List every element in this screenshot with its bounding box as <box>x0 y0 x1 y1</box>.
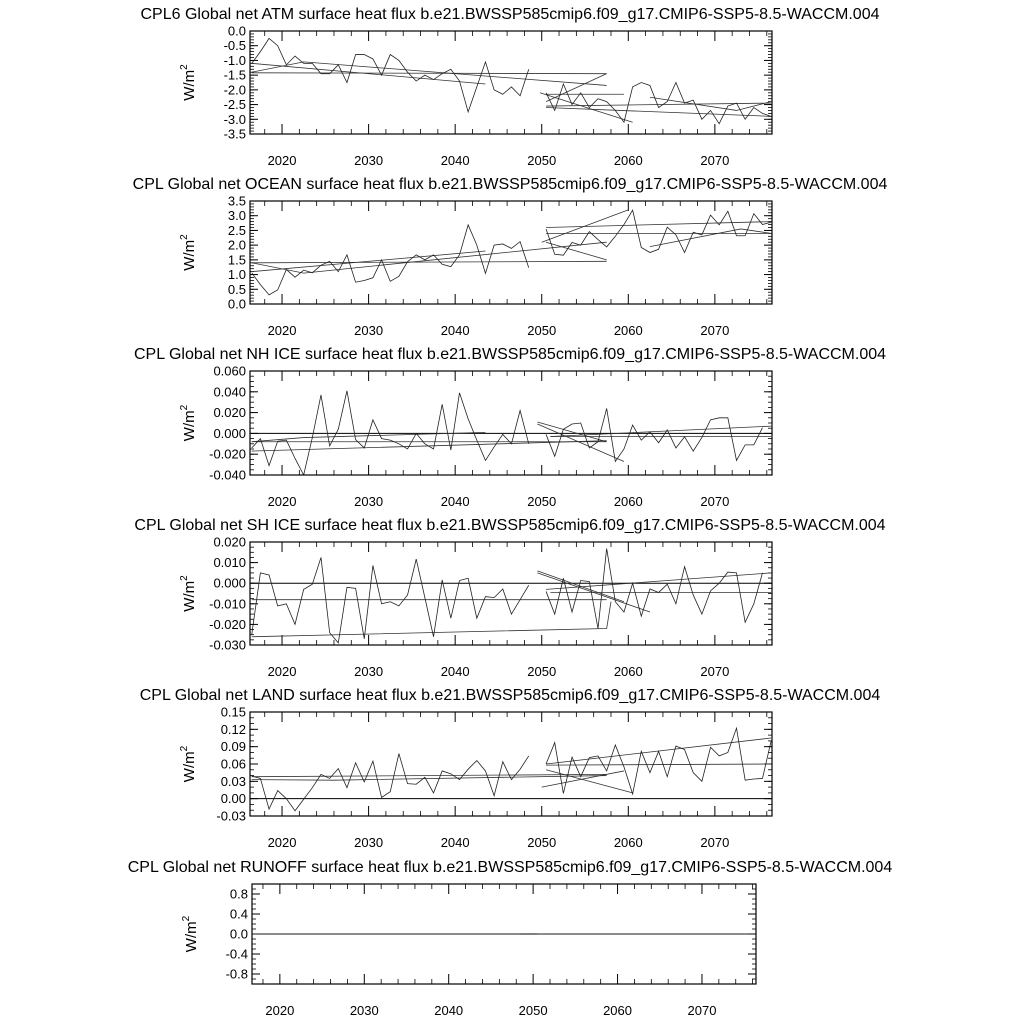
y-axis-label-text: W/m <box>181 69 198 101</box>
panel-5 <box>140 687 881 850</box>
panel-4 <box>134 517 885 679</box>
panel-2 <box>133 176 888 338</box>
plot-area <box>252 38 771 123</box>
y-tick-label: 0.09 <box>220 739 246 755</box>
y-tick-label: -2.5 <box>223 97 246 113</box>
x-tick-label: 2070 <box>700 494 730 509</box>
plot-frame <box>250 31 772 134</box>
trend-line <box>546 764 771 765</box>
y-tick-label: 0.020 <box>213 405 246 421</box>
y-tick-label: 3.5 <box>227 193 246 209</box>
y-axis-label <box>179 575 198 612</box>
y-tick-label: 2.0 <box>227 237 246 253</box>
y-tick-label: 0.06 <box>220 756 246 772</box>
y-tick-label: 0.03 <box>220 773 246 789</box>
y-tick-label: 0.0 <box>227 296 246 312</box>
y-axis-label <box>179 745 198 782</box>
x-tick-label: 2070 <box>700 664 730 679</box>
panel-title: CPL Global net OCEAN surface heat flux b.e21.BWSSP585cmip6.f09_g17.CMIP6-SSP5-8.5-WACCM.004 <box>132 176 888 193</box>
y-axis-label <box>179 404 198 441</box>
x-tick-label: 2030 <box>349 1003 379 1018</box>
series-line <box>546 83 771 124</box>
panel-3 <box>134 346 886 509</box>
y-tick-label: 1.0 <box>227 267 246 283</box>
plot-area <box>250 549 772 643</box>
trend-line <box>542 771 624 787</box>
y-axis-label-text: W/m <box>181 410 198 442</box>
y-axis-label-text: W/m <box>181 239 198 271</box>
trend-line <box>546 242 607 260</box>
trend-line <box>546 573 771 589</box>
trend-line <box>252 441 607 451</box>
panel-title: CPL Global net NH ICE surface heat flux b.e21.BWSSP585cmip6.f09_g17.CMIP6-SSP5-8.5-WACCM.004 <box>133 346 887 363</box>
series-line <box>252 38 529 112</box>
trend-line <box>546 222 771 228</box>
y-axis-label-superscript: 2 <box>179 745 190 752</box>
y-tick-label: 0.000 <box>213 575 246 591</box>
y-axis-label-superscript: 2 <box>179 575 190 581</box>
x-tick-label: 2060 <box>613 323 643 338</box>
y-tick-label: -0.03 <box>216 808 246 824</box>
series-line <box>252 225 529 295</box>
x-tick-label: 2070 <box>700 323 730 338</box>
y-tick-label: 0.000 <box>213 425 246 441</box>
panel-title: CPL Global net RUNOFF surface heat flux b.e21.BWSSP585cmip6.f09_g17.CMIP6-SSP5-8.5-WACCM.004 <box>127 859 893 876</box>
y-tick-label: 0.020 <box>213 534 246 550</box>
x-tick-label: 2020 <box>267 835 297 850</box>
x-tick-label: 2040 <box>440 494 470 509</box>
x-tick-label: 2050 <box>527 494 557 509</box>
y-axis-label-text: W/m <box>181 580 198 612</box>
x-tick-label: 2040 <box>440 664 470 679</box>
x-tick-label: 2050 <box>527 153 557 168</box>
series-line <box>546 210 771 255</box>
y-axis-label-superscript: 2 <box>179 234 190 240</box>
y-tick-label: -3.0 <box>223 111 246 127</box>
panel-title: CPL6 Global net ATM surface heat flux b.e21.BWSSP585cmip6.f09_g17.CMIP6-SSP5-8.5-WACCM.004 <box>140 6 880 23</box>
trend-line <box>252 73 607 74</box>
x-tick-label: 2050 <box>527 323 557 338</box>
plot-area <box>250 728 772 811</box>
plot-area <box>252 210 771 295</box>
x-tick-label: 2030 <box>354 323 384 338</box>
y-axis-label <box>179 64 198 101</box>
y-tick-label: 0.0 <box>227 23 246 39</box>
y-tick-label: -0.040 <box>209 467 246 483</box>
plot-frame <box>250 371 772 475</box>
y-tick-label: -0.8 <box>225 966 248 982</box>
y-tick-label: 0.060 <box>213 363 246 379</box>
y-tick-label: -0.4 <box>225 946 248 962</box>
y-tick-label: 2.5 <box>227 222 246 238</box>
series-line <box>546 728 771 794</box>
x-tick-label: 2020 <box>267 664 297 679</box>
y-axis-label-superscript: 2 <box>179 404 190 411</box>
panel-title: CPL Global net SH ICE surface heat flux b.e21.BWSSP585cmip6.f09_g17.CMIP6-SSP5-8.5-WACCM.004 <box>134 517 886 534</box>
trend-line <box>546 74 607 102</box>
y-axis-label <box>181 915 200 952</box>
x-tick-label: 2030 <box>354 664 384 679</box>
series-line <box>546 549 762 629</box>
trend-line <box>650 229 771 247</box>
x-tick-label: 2040 <box>440 323 470 338</box>
trend-line <box>252 251 486 272</box>
y-tick-label: 0.0 <box>229 926 248 942</box>
y-tick-label: -0.020 <box>209 616 246 632</box>
y-tick-label: 3.0 <box>227 208 246 224</box>
x-tick-label: 2060 <box>613 664 643 679</box>
x-tick-label: 2030 <box>354 494 384 509</box>
y-tick-label: -1.5 <box>223 67 246 83</box>
x-tick-label: 2030 <box>354 153 384 168</box>
series-line <box>252 754 529 811</box>
panel-1 <box>140 6 879 168</box>
x-tick-label: 2020 <box>267 323 297 338</box>
x-tick-label: 2020 <box>265 1003 295 1018</box>
panel-title: CPL Global net LAND surface heat flux b.e21.BWSSP585cmip6.f09_g17.CMIP6-SSP5-8.5-WACCM.004 <box>139 687 881 704</box>
y-tick-label: 0.00 <box>220 791 246 807</box>
y-tick-label: -1.0 <box>223 52 246 68</box>
y-tick-label: 0.12 <box>220 721 246 737</box>
x-tick-label: 2060 <box>613 494 643 509</box>
y-axis-label-text: W/m <box>183 921 200 953</box>
y-tick-label: -2.0 <box>223 82 246 98</box>
y-tick-label: -0.030 <box>209 637 246 653</box>
x-tick-label: 2060 <box>603 1003 633 1018</box>
y-tick-label: 0.010 <box>213 555 246 571</box>
panel-6 <box>128 859 893 1018</box>
x-tick-label: 2070 <box>700 153 730 168</box>
trend-line <box>252 261 607 262</box>
x-tick-label: 2050 <box>518 1003 548 1018</box>
series-line <box>252 557 529 642</box>
series-line <box>252 391 529 475</box>
x-tick-label: 2030 <box>354 835 384 850</box>
y-axis-label-text: W/m <box>181 751 198 783</box>
y-axis-label-superscript: 2 <box>181 915 192 922</box>
y-tick-label: 0.040 <box>213 384 246 400</box>
x-tick-label: 2060 <box>613 153 643 168</box>
y-tick-label: 0.5 <box>227 281 246 297</box>
y-tick-label: 1.5 <box>227 252 246 268</box>
y-tick-label: 0.15 <box>220 704 246 720</box>
y-tick-label: -0.020 <box>209 446 246 462</box>
plot-area <box>250 391 772 475</box>
x-tick-label: 2050 <box>527 664 557 679</box>
x-tick-label: 2040 <box>440 835 470 850</box>
x-tick-label: 2040 <box>434 1003 464 1018</box>
y-tick-label: 0.4 <box>229 906 248 922</box>
x-tick-label: 2040 <box>440 153 470 168</box>
y-axis-label <box>179 234 198 271</box>
plot-frame <box>250 542 772 645</box>
trend-line <box>537 424 624 461</box>
trend-line <box>546 108 771 117</box>
x-tick-label: 2060 <box>613 835 643 850</box>
x-tick-label: 2020 <box>267 494 297 509</box>
trend-line <box>252 602 611 637</box>
trend-line <box>546 770 633 793</box>
x-tick-label: 2070 <box>700 835 730 850</box>
y-tick-label: -0.010 <box>209 596 246 612</box>
y-tick-label: 0.8 <box>229 886 248 902</box>
x-tick-label: 2020 <box>267 153 297 168</box>
y-tick-label: -0.5 <box>223 38 246 54</box>
y-axis-label-superscript: 2 <box>179 64 190 70</box>
x-tick-label: 2050 <box>527 835 557 850</box>
plot-frame <box>250 201 772 304</box>
y-tick-label: -3.5 <box>223 126 246 142</box>
x-tick-label: 2070 <box>687 1003 717 1018</box>
